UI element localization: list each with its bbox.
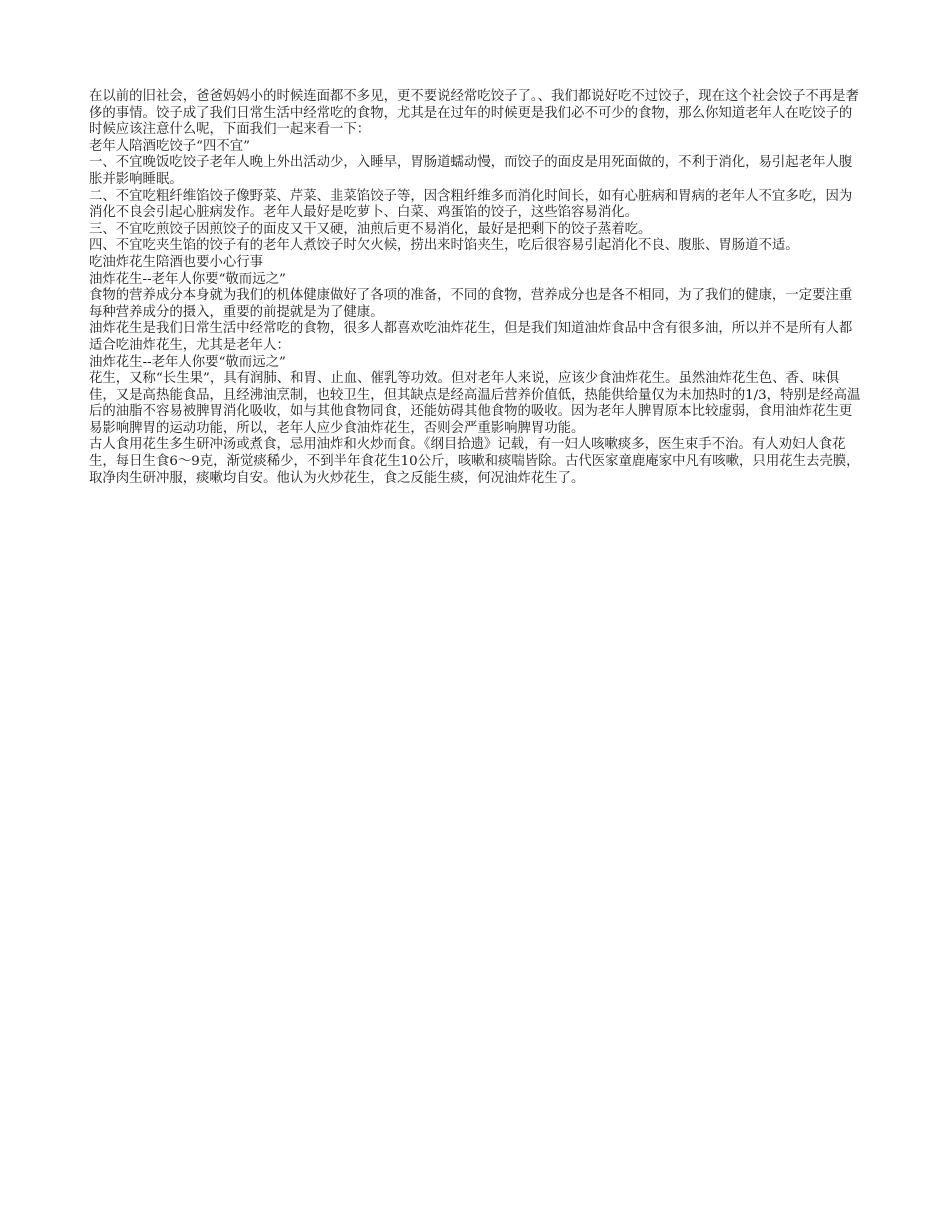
subheading-peanuts: 油炸花生--老年人你要“敬而远之” xyxy=(89,271,286,287)
intro-paragraph: 在以前的旧社会，爸爸妈妈小的时候连面都不多见，更不要说经常吃饺子了。、我们都说好吃不过饺子，现在这个社会饺子不再是奢侈的事情。饺子成了我们日常生活中经常吃的食物，尤其是在过年的时候更是我们必不可少的食物，那么你知道老年人在吃饺子的时候应该注意什么呢，下面我们一起来看一下： xyxy=(89,89,859,138)
list-item-no-dinner-dumplings: 一、不宜晚饭吃饺子老年人晚上外出活动少，入睡早，胃肠道蠕动慢，而饺子的面皮是用死面做的，不利于消化，易引起老年人腹胀并影响睡眠。 xyxy=(89,155,853,187)
document-body xyxy=(89,89,861,487)
list-item-no-coarse-fiber: 二、不宜吃粗纤维馅饺子像野菜、芹菜、韭菜馅饺子等，因含粗纤维多而消化时间长，如有心脏病和胃病的老年人不宜多吃，因为消化不良会引起心脏病发作。老年人最好是吃萝卜、白菜、鸡蛋馅的饺子，这些馅容易消化。 xyxy=(89,188,853,221)
list-item-no-fried-dumplings: 三、不宜吃煎饺子因煎饺子的面皮又干又硬，油煎后更不易消化，最好是把剩下的饺子蒸着吃。 xyxy=(89,221,652,237)
nutrition-paragraph: 食物的营养成分本身就为我们的机体健康做好了各项的准备，不同的食物，营养成分也是各不相同，为了我们的健康，一定要注重每种营养成分的摄入，重要的前提就是为了健康。 xyxy=(89,288,853,320)
section-heading-dumplings: 老年人陪酒吃饺子“四不宜” xyxy=(89,138,250,154)
list-item-no-undercooked: 四、不宜吃夹生馅的饺子有的老年人煮饺子时欠火候，捞出来时馅夹生，吃后很容易引起消化不良、腹胀、胃肠道不适。 xyxy=(89,238,799,254)
peanuts-detail-paragraph: 花生，又称“长生果”，具有润肺、和胃、止血、催乳等功效。但对老年人来说，应该少食油炸花生。虽然油炸花生色、香、味俱佳，又是高热能食品，且经沸油烹制，也较卫生，但其缺点是经高温后营养价值低，热能供给量仅为未加热时的1/3，特别是经高温后的油脂不容易被脾胃消化吸收，如与其他食物同食，还能妨碍其他食物的吸收。因为老年人脾胃原本比较虚弱，食用油炸花生更易影响脾胃的运动功能，所以，老年人应少食油炸花生，否则会严重影响脾胃功能。 xyxy=(89,371,861,436)
section-heading-peanuts: 吃油炸花生陪酒也要小心行事 xyxy=(89,254,264,270)
subheading-peanuts-repeat: 油炸花生--老年人你要“敬而远之” xyxy=(89,354,286,370)
ancient-practice-paragraph: 古人食用花生多生研冲汤或煮食，忌用油炸和火炒而食。《纲目拾遗》记载，有一妇人咳嗽痰多，医生束手不治。有人劝妇人食花生，每日生食6～9克，渐觉痰稀少，不到半年食花生10公斤，咳嗽和痰喘皆除。古代医家童鹿庵家中凡有咳嗽，只用花生去壳膜，取净肉生研冲服，痰嗽均自安。他认为火炒花生，食之反能生痰，何况油炸花生了。 xyxy=(89,437,860,486)
peanuts-intro-paragraph: 油炸花生是我们日常生活中经常吃的食物，很多人都喜欢吃油炸花生，但是我们知道油炸食品中含有很多油，所以并不是所有人都适合吃油炸花生，尤其是老年人： xyxy=(89,321,853,353)
